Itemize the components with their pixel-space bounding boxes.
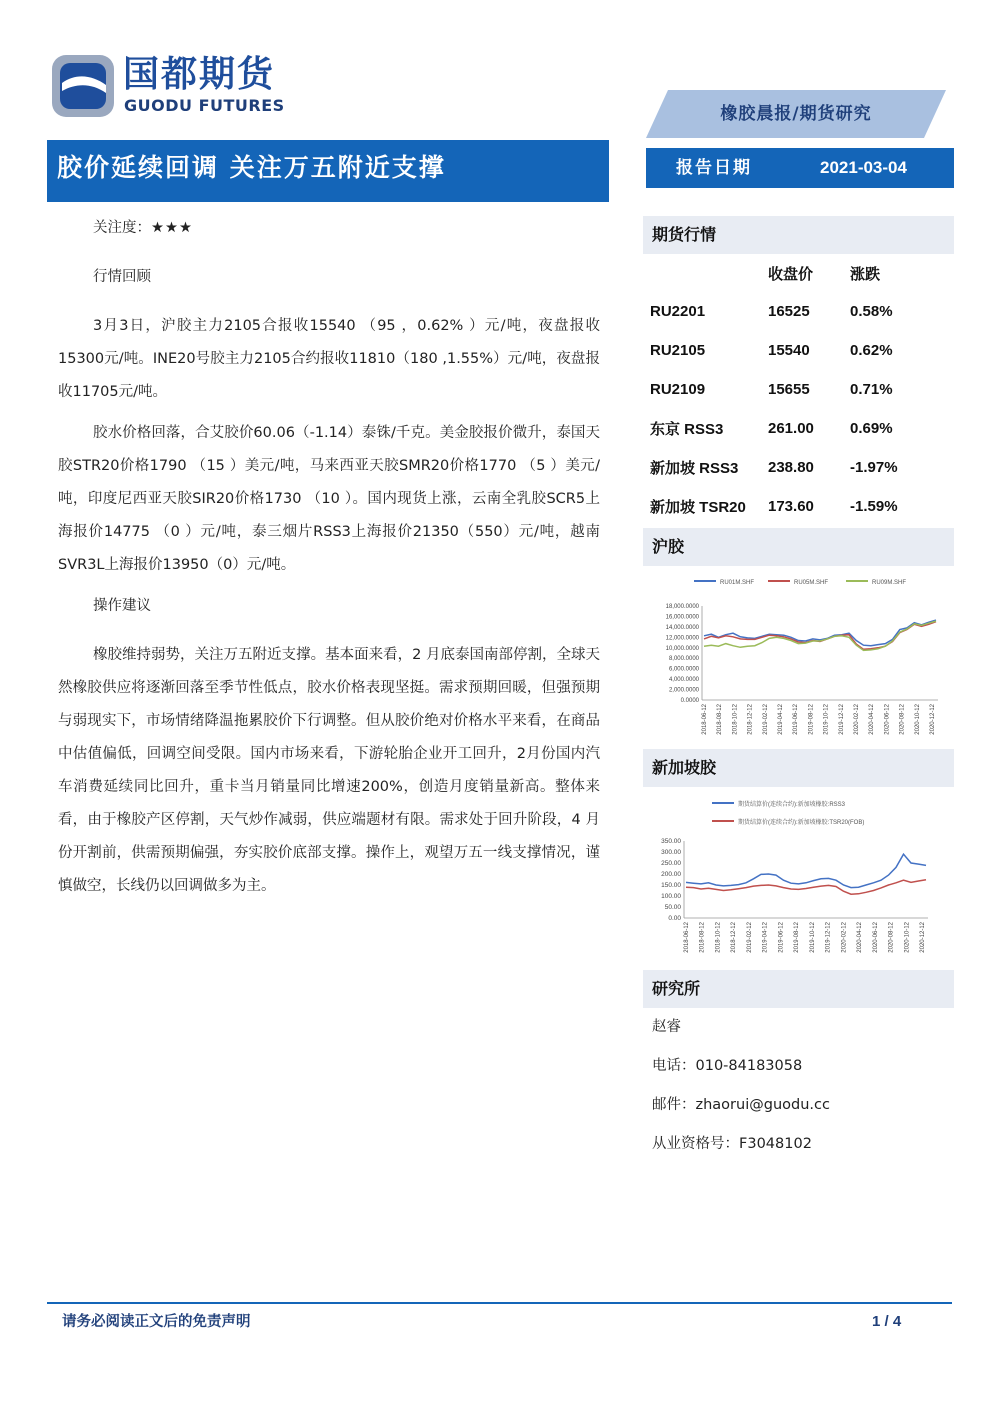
x-tick-label: 2020-10-12 — [914, 704, 921, 735]
review-paragraph-2: 胶水价格回落，合艾胶价60.06（-1.14）泰铢/千克。美金胶报价微升，泰国天胶STR20价格1790 （15 ）美元/吨，马来西亚天胶SMR20价格1770 （5 ）美元/吨，印度尼西亚天胶SIR20价格1730 （10 ）。国内现货上涨，云南全乳胶SCR5上海报价14775 （0 ）元/吨，泰三烟片RSS3上海报价21350（550）元/吨，越南SVR3L上海报价13950（0）元/吨。 — [58, 425, 600, 573]
attention-stars: ★★★ — [151, 220, 193, 236]
row-change: 0.62% — [850, 342, 893, 359]
row-close: 15540 — [768, 342, 810, 359]
shfe-heading: 沪胶 — [652, 537, 685, 556]
page-title: 胶价延续回调 关注万五附近支撑 — [57, 153, 446, 182]
x-tick-label: 2020-08-12 — [888, 922, 895, 953]
x-tick-label: 2020-10-12 — [904, 922, 911, 953]
institute-heading: 研究所 — [652, 979, 701, 998]
row-change: 0.69% — [850, 420, 893, 437]
row-change: -1.59% — [850, 498, 898, 515]
col-change-header: 涨跌 — [850, 264, 881, 283]
x-tick-label: 2019-04-12 — [778, 704, 784, 735]
page-number: 1 / 4 — [872, 1313, 902, 1330]
row-close: 238.80 — [768, 459, 814, 476]
main-content — [58, 212, 600, 911]
title-bar — [47, 140, 609, 202]
institute-heading-bar — [643, 970, 954, 1008]
y-tick-label: 100.00 — [661, 893, 681, 900]
x-tick-label: 2020-06-12 — [884, 704, 891, 735]
y-tick-label: 150.00 — [661, 882, 681, 889]
y-tick-label: 250.00 — [661, 860, 681, 867]
disclaimer-note: 请务必阅读正文后的免责声明 — [62, 1314, 251, 1330]
row-change: 0.71% — [850, 381, 893, 398]
y-tick-label: 0.0000 — [680, 698, 699, 704]
legend-label: 期货结算价(连续合约):新加坡橡胶:TSR20(FOB) — [738, 820, 865, 826]
attention-line — [58, 212, 600, 245]
category-banner — [646, 90, 946, 138]
x-tick-label: 2018-10-12 — [732, 704, 739, 735]
x-tick-label: 2020-06-12 — [872, 922, 879, 953]
analyst-email[interactable]: 邮件：zhaorui@guodu.cc — [652, 1097, 830, 1113]
report-date-value: 2021-03-04 — [820, 158, 907, 177]
table-header-row — [643, 254, 954, 292]
y-tick-label: 50.00 — [664, 904, 681, 911]
review-heading: 行情回顾 — [93, 269, 151, 285]
legend-label: RU05M.SHF — [794, 580, 829, 586]
x-tick-label: 2020-12-12 — [920, 922, 926, 953]
analyst-license: 从业资格号：F3048102 — [652, 1136, 812, 1152]
table-row — [643, 409, 954, 448]
x-tick-label: 2020-02-12 — [854, 704, 860, 735]
y-tick-label: 6,000.0000 — [668, 666, 699, 673]
row-change: -1.97% — [850, 459, 898, 476]
row-close: 261.00 — [768, 420, 814, 437]
row-name: RU2105 — [650, 342, 706, 359]
y-tick-label: 2,000.0000 — [668, 687, 699, 694]
sgx-price-chart — [646, 790, 952, 968]
shfe-price-chart — [646, 570, 952, 750]
row-close: 15655 — [768, 381, 810, 398]
logo-text-en: GUODU FUTURES — [124, 96, 285, 115]
legend-label: 期货结算价(连续合约):新加坡橡胶:RSS3 — [738, 802, 846, 808]
y-tick-label: 16,000.0000 — [665, 614, 699, 621]
x-tick-label: 2019-06-12 — [793, 704, 800, 735]
y-tick-label: 14,000.0000 — [665, 624, 699, 631]
advice-heading: 操作建议 — [93, 598, 151, 614]
row-name: 新加坡 RSS3 — [650, 460, 739, 477]
sgx-heading: 新加坡胶 — [652, 758, 717, 777]
table-row — [643, 487, 954, 526]
y-tick-label: 0.00 — [668, 915, 681, 922]
row-close: 16525 — [768, 303, 810, 320]
x-tick-label: 2018-12-12 — [731, 922, 738, 953]
x-tick-label: 2020-08-12 — [899, 704, 906, 735]
x-tick-label: 2020-04-12 — [857, 922, 864, 953]
x-tick-label: 2019-12-12 — [838, 704, 845, 735]
x-tick-label: 2018-08-12 — [717, 704, 724, 735]
y-tick-label: 10,000.0000 — [665, 645, 699, 652]
x-tick-label: 2019-12-12 — [825, 922, 832, 953]
x-tick-label: 2019-04-12 — [762, 922, 769, 953]
report-date-label: 报告日期 — [676, 158, 752, 178]
table-row — [643, 331, 954, 370]
series-line — [686, 880, 926, 895]
x-tick-label: 2019-08-12 — [794, 922, 801, 953]
x-tick-label: 2019-02-12 — [762, 704, 769, 735]
x-tick-label: 2019-08-12 — [808, 704, 815, 735]
attention-label: 关注度： — [93, 220, 151, 236]
legend-label: RU01M.SHF — [720, 580, 755, 586]
legend-label: RU09M.SHF — [872, 580, 907, 586]
row-name: 东京 RSS3 — [650, 421, 724, 438]
table-row — [643, 292, 954, 331]
category-label: 橡胶晨报/期货研究 — [720, 104, 872, 124]
x-tick-label: 2019-02-12 — [746, 922, 753, 953]
analyst-name: 赵睿 — [652, 1019, 681, 1035]
row-name: RU2201 — [650, 303, 706, 320]
x-tick-label: 2019-10-12 — [809, 922, 816, 953]
x-tick-label: 2018-06-12 — [702, 704, 708, 735]
y-tick-label: 12,000.0000 — [665, 635, 699, 642]
analyst-phone: 电话：010-84183058 — [652, 1058, 803, 1074]
review-paragraph-1: 3月3日，沪胶主力2105合报收15540 （95 ，0.62% ）元/吨，夜盘报收15300元/吨。INE20号胶主力2105合约报收11810（180 ,1.55%）元/吨，夜盘报收11705元/吨。 — [58, 318, 600, 400]
row-change: 0.58% — [850, 303, 893, 320]
row-name: RU2109 — [650, 381, 706, 398]
x-tick-label: 2018-10-12 — [715, 922, 722, 953]
x-tick-label: 2018-12-12 — [747, 704, 754, 735]
market-table — [643, 254, 954, 526]
x-tick-label: 2020-02-12 — [841, 922, 848, 953]
row-close: 173.60 — [768, 498, 814, 515]
row-name: 新加坡 TSR20 — [650, 499, 746, 516]
report-date-bar — [646, 148, 954, 188]
y-tick-label: 8,000.0000 — [668, 656, 699, 663]
y-tick-label: 300.00 — [661, 849, 681, 856]
y-tick-label: 18,000.0000 — [665, 604, 699, 610]
sgx-heading-bar — [643, 749, 954, 787]
logo-icon — [52, 55, 114, 117]
series-line — [686, 854, 926, 887]
col-close-header: 收盘价 — [768, 264, 814, 283]
y-tick-label: 350.00 — [661, 838, 681, 845]
x-tick-label: 2018-06-12 — [684, 922, 690, 953]
advice-paragraph: 橡胶维持弱势，关注万五附近支撑。基本面来看，2 月底泰国南部停割，全球天然橡胶供应将逐渐回落至季节性低点，胶水价格表现坚挺。需求预期回暖，但强预期与弱现实下，市场情绪降温拖累胶价下行调整。但从胶价绝对价格水平来看，在商品中估值偏低，回调空间受限。国内市场来看，下游轮胎企业开工回升，2月份国内汽车消费延续同比回升，重卡当月销量同比增速200%，创造月度销量新高。整体来看，由于橡胶产区停割，天气炒作减弱，供应端题材有限。需求处于回升阶段，4 月份开割前，供需预期偏强，夯实胶价底部支撑。操作上，观望万五一线支撑情况，谨慎做空，长线仍以回调做多为主。 — [58, 647, 600, 894]
y-tick-label: 200.00 — [661, 871, 681, 878]
x-tick-label: 2019-10-12 — [823, 704, 830, 735]
x-tick-label: 2020-12-12 — [930, 704, 936, 735]
logo-text-cn: 国都期货 — [123, 54, 276, 95]
table-row — [643, 370, 954, 409]
x-tick-label: 2019-06-12 — [778, 922, 785, 953]
x-tick-label: 2020-04-12 — [869, 704, 876, 735]
footer-divider — [47, 1302, 952, 1304]
table-row — [643, 448, 954, 487]
market-heading-bar — [643, 216, 954, 254]
shfe-heading-bar — [643, 528, 954, 566]
col-name-header — [643, 254, 768, 292]
y-tick-label: 4,000.0000 — [668, 677, 699, 684]
market-heading: 期货行情 — [652, 225, 717, 244]
x-tick-label: 2018-08-12 — [699, 922, 706, 953]
